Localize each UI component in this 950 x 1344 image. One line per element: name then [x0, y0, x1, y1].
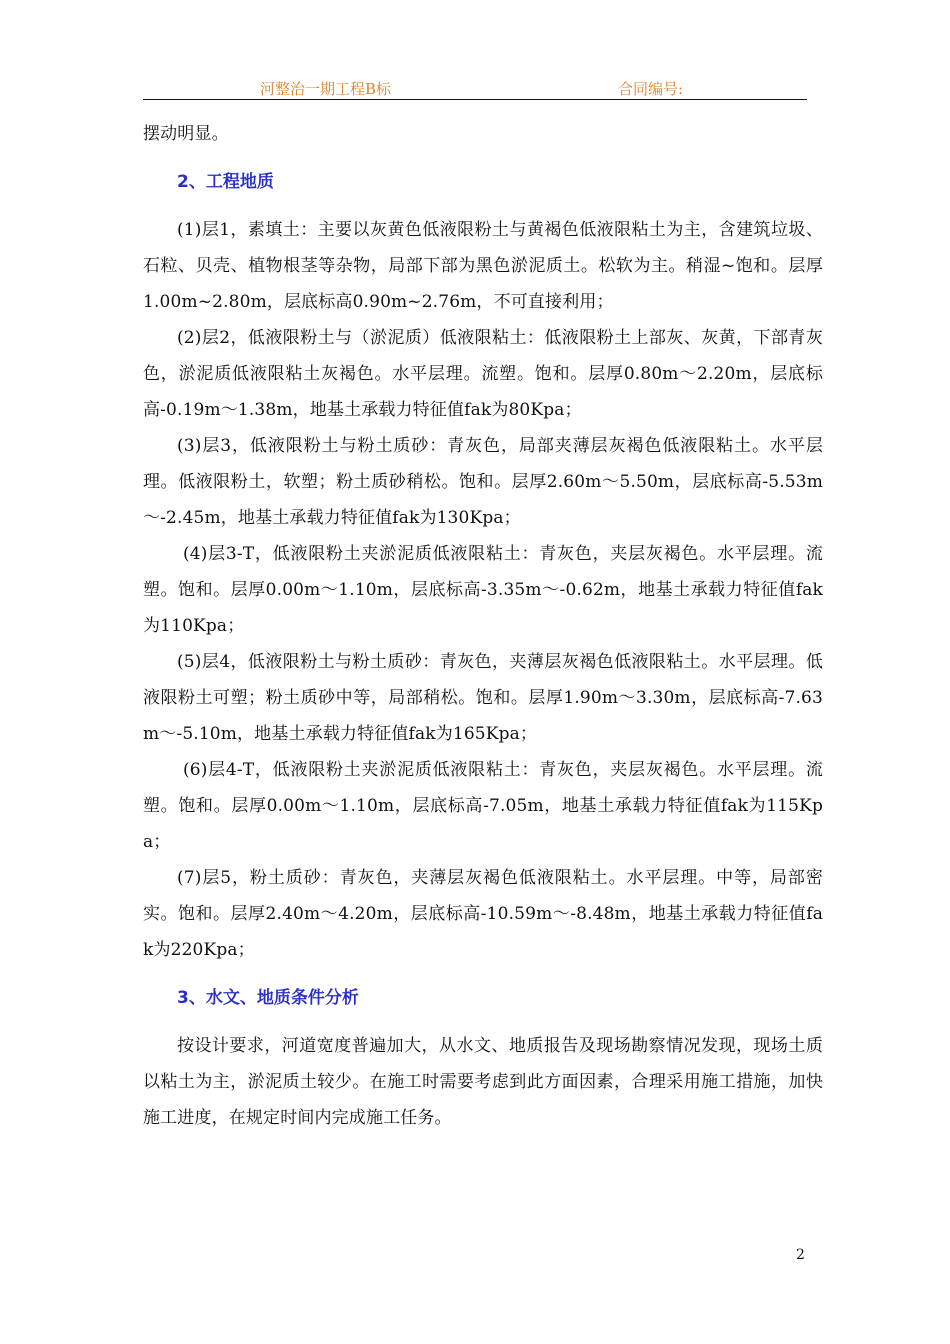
page-header	[0, 0, 950, 110]
layer-paragraph-4: (4)层3-T，低液限粉土夹淤泥质低液限粘土：青灰色，夹层灰褐色。水平层理。流塑。饱和。层厚0.00m～1.10m，层底标高-3.35m～-0.62m，地基土承载力特征值fak为110Kpa；	[143, 544, 823, 636]
layer-paragraph-5: (5)层4，低液限粉土与粉土质砂：青灰色，夹薄层灰褐色低液限粘土。水平层理。低液限粉土可塑；粉土质砂中等，局部稍松。饱和。层厚1.90m～3.30m，层底标高-7.63m～-5.10m，地基土承载力特征值fak为165Kpa；	[143, 652, 823, 744]
layer-paragraph-3: (3)层3，低液限粉土与粉土质砂：青灰色，局部夹薄层灰褐色低液限粘土。水平层理。低液限粉土，软塑；粉土质砂稍松。饱和。层厚2.60m～5.50m，层底标高-5.53m～-2.45m，地基土承载力特征值fak为130Kpa；	[143, 436, 823, 528]
layer-paragraph-1: (1)层1，素填土：主要以灰黄色低液限粉土与黄褐色低液限粘土为主，含建筑垃圾、石粒、贝壳、植物根茎等杂物，局部下部为黑色淤泥质土。松软为主。稍湿~饱和。层厚1.00m~2.80m，层底标高0.90m~2.76m，不可直接利用；	[143, 220, 823, 312]
header-contract-number: 合同编号:	[618, 80, 684, 98]
document-body	[143, 116, 823, 1136]
analysis-paragraph: 按设计要求，河道宽度普遍加大，从水文、地质报告及现场勘察情况发现，现场土质以粘土为主，淤泥质土较少。在施工时需要考虑到此方面因素，合理采用施工措施，加快施工进度，在规定时间内完成施工任务。	[143, 1036, 823, 1128]
page-number: 2	[796, 1247, 805, 1263]
layer-paragraph-7: (7)层5，粉土质砂：青灰色，夹薄层灰褐色低液限粘土。水平层理。中等，局部密实。饱和。层厚2.40m～4.20m，层底标高-10.59m～-8.48m，地基土承载力特征值fak为220Kpa；	[143, 868, 823, 960]
section-heading-hydrology: 3、水文、地质条件分析	[177, 988, 359, 1008]
intro-paragraph: 摆动明显。	[143, 124, 229, 144]
header-project-title: 河整治一期工程B标	[260, 80, 392, 98]
header-divider	[143, 99, 807, 100]
layer-paragraph-6: (6)层4-T，低液限粉土夹淤泥质低液限粘土：青灰色，夹层灰褐色。水平层理。流塑。饱和。层厚0.00m～1.10m，层底标高-7.05m，地基土承载力特征值fak为115Kpa；	[143, 760, 823, 852]
layer-paragraph-2: (2)层2，低液限粉土与（淤泥质）低液限粘土：低液限粉土上部灰、灰黄，下部青灰色，淤泥质低液限粘土灰褐色。水平层理。流塑。饱和。层厚0.80m～2.20m，层底标高-0.19m～1.38m，地基土承载力特征值fak为80Kpa；	[143, 328, 823, 420]
section-heading-geology: 2、工程地质	[177, 172, 274, 192]
